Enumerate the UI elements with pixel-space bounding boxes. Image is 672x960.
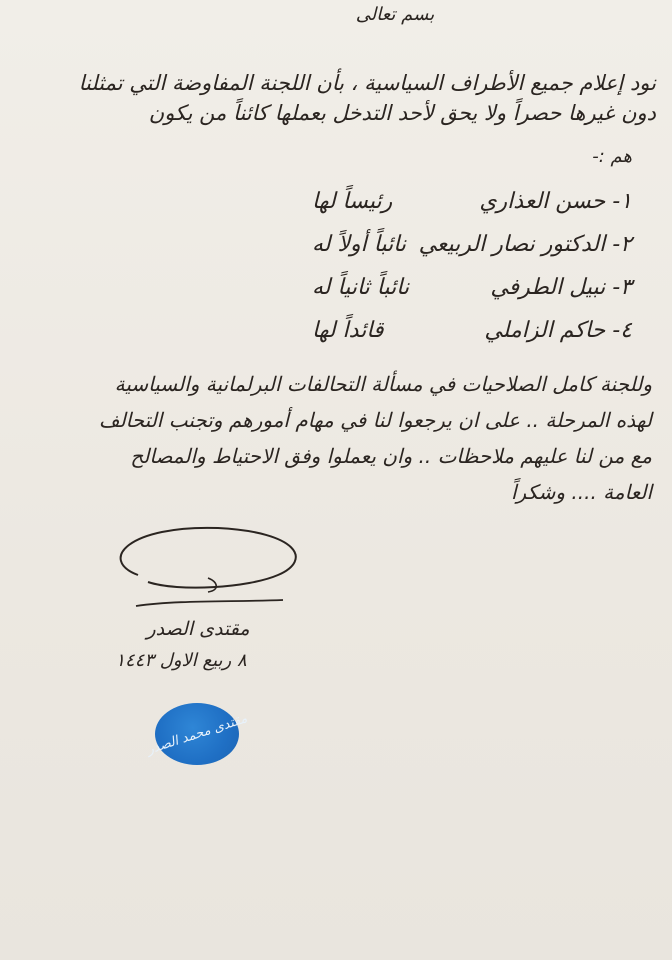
list-item: [302, 309, 632, 352]
paragraph-line: دون غيرها حصراً ولا يحق لأحد التدخل بعملها كائناً من يكون: [148, 101, 656, 125]
paragraph-line: مع من لنا عليهم ملاحظات .. وان يعملوا وفق الاحتياط والمصالح: [130, 444, 652, 468]
member-name: ٤- حاكم الزاملي: [484, 318, 632, 343]
member-name: ٢- الدكتور نصار الربيعي: [418, 232, 632, 257]
member-role: قائداً لها: [312, 318, 384, 343]
member-role: نائباً أولاً له: [312, 232, 407, 257]
members-intro: هم :-: [592, 146, 632, 167]
list-item: [302, 223, 632, 266]
paragraph-powers: [99, 366, 652, 510]
signature-date: ٨ ربيع الاول ١٤٤٣: [115, 650, 247, 671]
list-item: [302, 180, 632, 223]
signatory-name: مقتدى الصدر: [146, 618, 250, 640]
member-name: ١- حسن العذاري: [479, 189, 632, 214]
member-role: رئيساً لها: [312, 189, 393, 214]
seal-stamp: [145, 703, 249, 765]
paragraph-line: نود إعلام جميع الأطراف السياسية ، بأن اللجنة المفاوضة التي تمثلنا: [78, 71, 656, 95]
letter-opening: بسم تعالى: [355, 4, 435, 25]
handwritten-signature: [108, 520, 318, 620]
paragraph-line: وللجنة كامل الصلاحيات في مسألة التحالفات البرلمانية والسياسية: [114, 372, 652, 396]
paragraph-line: العامة .... وشكراً: [510, 480, 652, 504]
seal-text: مقتدى محمد الصدر: [145, 710, 249, 758]
list-item: [302, 266, 632, 309]
paragraph-line: لهذه المرحلة .. على ان يرجعوا لنا في مهام أمورهم وتجنب التحالف: [98, 408, 652, 432]
member-name: ٣- نبيل الطرفي: [490, 275, 632, 300]
committee-members-list: [302, 180, 632, 352]
paragraph-announcement: [79, 68, 656, 128]
member-role: نائباً ثانياً له: [312, 275, 410, 300]
